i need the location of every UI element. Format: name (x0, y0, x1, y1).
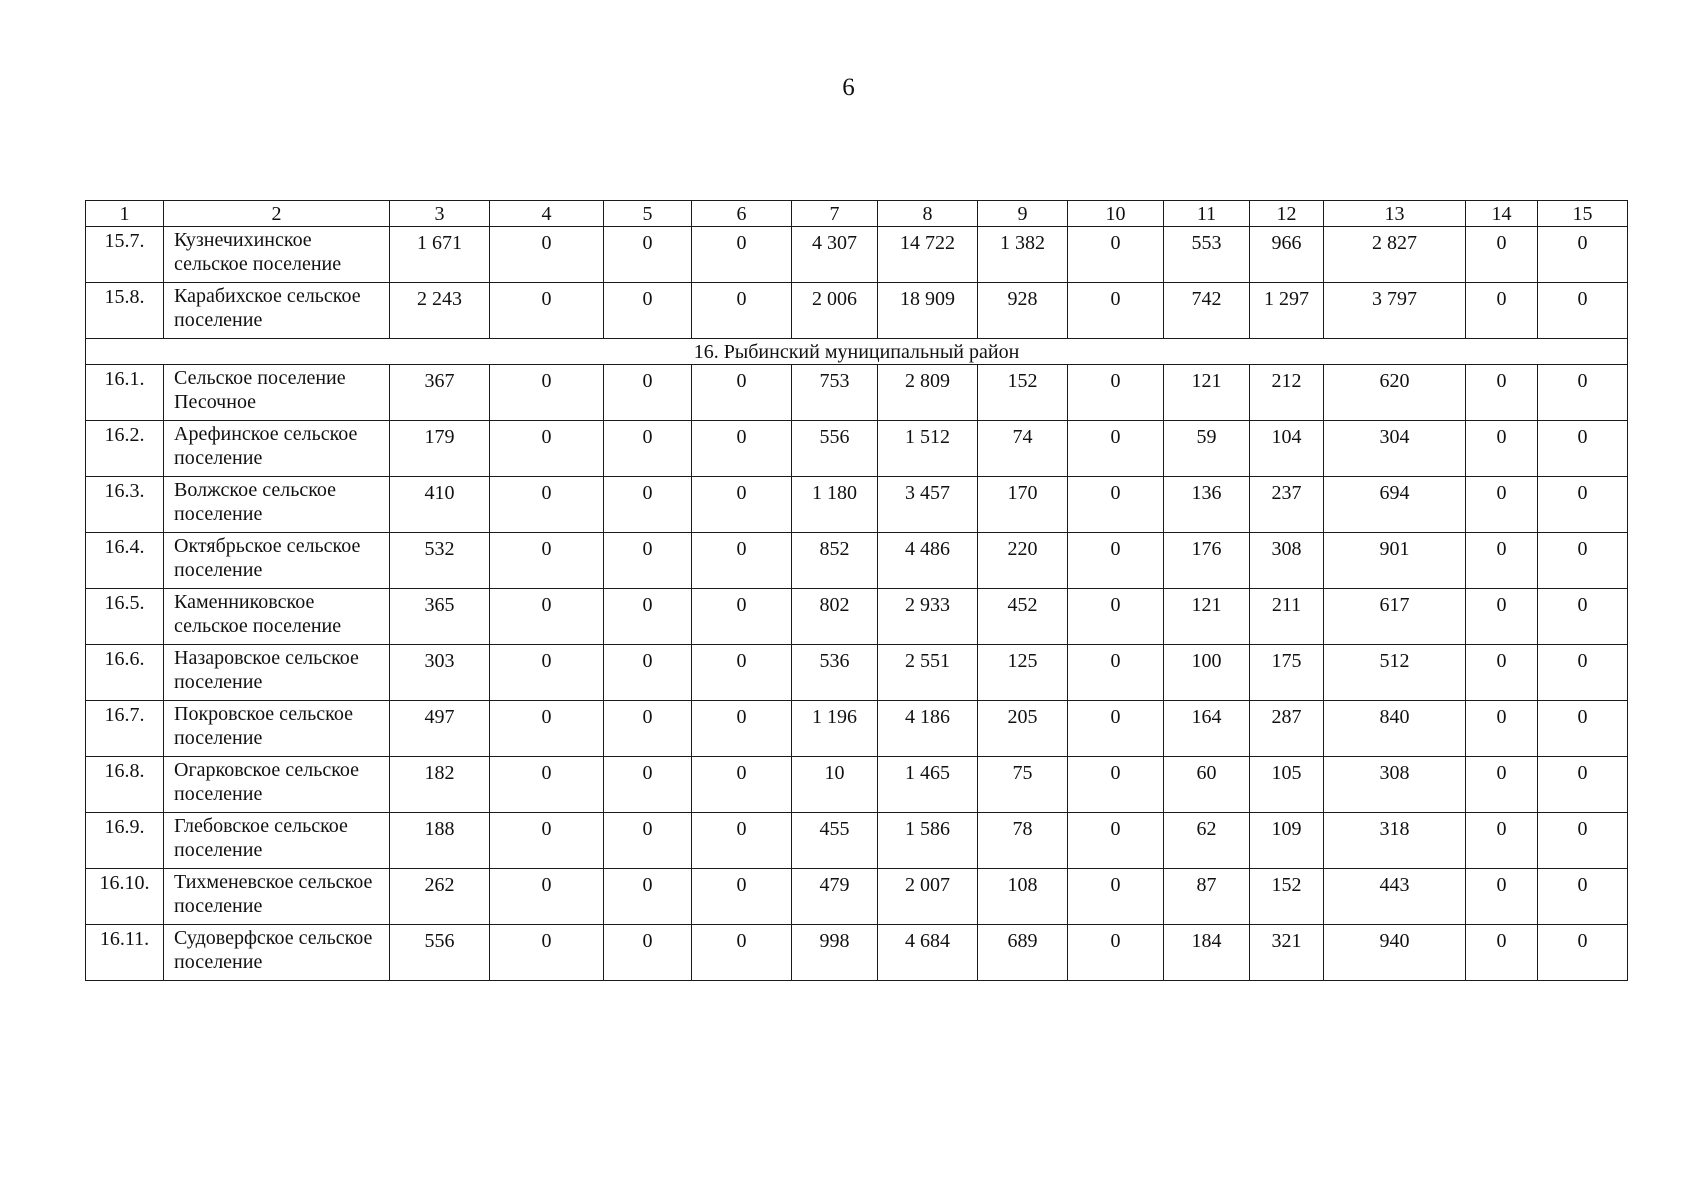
value-cell: 0 (1538, 283, 1628, 339)
table-row (86, 645, 1628, 701)
column-number-cell: 11 (1164, 201, 1250, 227)
value-cell: 0 (1068, 701, 1164, 757)
value-cell: 170 (978, 477, 1068, 533)
column-number-cell: 12 (1250, 201, 1324, 227)
value-cell: 0 (1538, 701, 1628, 757)
value-cell: 0 (1466, 589, 1538, 645)
row-number-cell: 16.1. (86, 365, 164, 421)
value-cell: 1 671 (390, 227, 490, 283)
value-cell: 0 (692, 227, 792, 283)
value-cell: 0 (692, 813, 792, 869)
value-cell: 0 (1466, 227, 1538, 283)
value-cell: 10 (792, 757, 878, 813)
value-cell: 512 (1324, 645, 1466, 701)
value-cell: 0 (1068, 227, 1164, 283)
row-number-cell: 16.4. (86, 533, 164, 589)
row-number-cell: 16.10. (86, 869, 164, 925)
column-number-cell: 6 (692, 201, 792, 227)
table-row (86, 813, 1628, 869)
value-cell: 0 (604, 365, 692, 421)
column-number-cell: 10 (1068, 201, 1164, 227)
value-cell: 0 (1466, 365, 1538, 421)
value-cell: 0 (1466, 421, 1538, 477)
value-cell: 0 (1068, 757, 1164, 813)
value-cell: 940 (1324, 925, 1466, 981)
value-cell: 318 (1324, 813, 1466, 869)
value-cell: 303 (390, 645, 490, 701)
column-number-cell: 13 (1324, 201, 1466, 227)
value-cell: 100 (1164, 645, 1250, 701)
value-cell: 0 (1466, 757, 1538, 813)
table-row (86, 869, 1628, 925)
value-cell: 0 (1068, 533, 1164, 589)
value-cell: 742 (1164, 283, 1250, 339)
value-cell: 0 (1466, 645, 1538, 701)
value-cell: 0 (692, 645, 792, 701)
section-row (86, 339, 1628, 365)
value-cell: 1 297 (1250, 283, 1324, 339)
value-cell: 121 (1164, 589, 1250, 645)
table-row (86, 925, 1628, 981)
value-cell: 532 (390, 533, 490, 589)
column-number-cell: 15 (1538, 201, 1628, 227)
settlement-name-cell: Покровское сельское поселение (164, 701, 390, 757)
value-cell: 497 (390, 701, 490, 757)
value-cell: 0 (490, 365, 604, 421)
value-cell: 3 797 (1324, 283, 1466, 339)
row-number-cell: 16.5. (86, 589, 164, 645)
value-cell: 14 722 (878, 227, 978, 283)
table-row (86, 421, 1628, 477)
value-cell: 0 (604, 925, 692, 981)
row-number-cell: 16.11. (86, 925, 164, 981)
value-cell: 0 (1538, 645, 1628, 701)
value-cell: 78 (978, 813, 1068, 869)
table-body (86, 201, 1628, 981)
value-cell: 0 (692, 283, 792, 339)
value-cell: 0 (604, 701, 692, 757)
row-number-cell: 16.8. (86, 757, 164, 813)
value-cell: 0 (1068, 869, 1164, 925)
value-cell: 18 909 (878, 283, 978, 339)
value-cell: 308 (1250, 533, 1324, 589)
value-cell: 0 (604, 227, 692, 283)
value-cell: 0 (692, 533, 792, 589)
value-cell: 0 (490, 813, 604, 869)
value-cell: 617 (1324, 589, 1466, 645)
value-cell: 0 (604, 757, 692, 813)
value-cell: 0 (490, 869, 604, 925)
value-cell: 1 512 (878, 421, 978, 477)
value-cell: 164 (1164, 701, 1250, 757)
value-cell: 0 (490, 925, 604, 981)
column-number-cell: 3 (390, 201, 490, 227)
settlement-name-cell: Назаровское сельское поселение (164, 645, 390, 701)
value-cell: 0 (490, 533, 604, 589)
value-cell: 553 (1164, 227, 1250, 283)
value-cell: 0 (1538, 757, 1628, 813)
value-cell: 1 382 (978, 227, 1068, 283)
settlement-name-cell: Сельское поселение Песочное (164, 365, 390, 421)
value-cell: 0 (1538, 421, 1628, 477)
settlement-name-cell: Судоверфское сельское поселение (164, 925, 390, 981)
section-title: 16. Рыбинский муниципальный район (86, 339, 1628, 365)
value-cell: 0 (1466, 477, 1538, 533)
value-cell: 2 809 (878, 365, 978, 421)
value-cell: 452 (978, 589, 1068, 645)
value-cell: 0 (1538, 869, 1628, 925)
row-number-cell: 15.7. (86, 227, 164, 283)
value-cell: 0 (604, 477, 692, 533)
value-cell: 0 (490, 421, 604, 477)
value-cell: 0 (1068, 925, 1164, 981)
value-cell: 2 006 (792, 283, 878, 339)
settlement-name-cell: Кузнечихинское сельское поселение (164, 227, 390, 283)
settlement-name-cell: Каменниковское сельское поселение (164, 589, 390, 645)
value-cell: 0 (604, 813, 692, 869)
value-cell: 0 (490, 645, 604, 701)
value-cell: 3 457 (878, 477, 978, 533)
column-number-cell: 2 (164, 201, 390, 227)
value-cell: 0 (692, 365, 792, 421)
value-cell: 0 (490, 227, 604, 283)
value-cell: 0 (604, 869, 692, 925)
value-cell: 0 (490, 589, 604, 645)
value-cell: 262 (390, 869, 490, 925)
value-cell: 0 (692, 589, 792, 645)
value-cell: 237 (1250, 477, 1324, 533)
value-cell: 60 (1164, 757, 1250, 813)
value-cell: 0 (1466, 813, 1538, 869)
value-cell: 105 (1250, 757, 1324, 813)
column-number-cell: 4 (490, 201, 604, 227)
row-number-cell: 16.3. (86, 477, 164, 533)
value-cell: 0 (1538, 533, 1628, 589)
value-cell: 0 (1466, 701, 1538, 757)
column-number-row (86, 201, 1628, 227)
value-cell: 4 684 (878, 925, 978, 981)
value-cell: 136 (1164, 477, 1250, 533)
value-cell: 182 (390, 757, 490, 813)
table-row (86, 533, 1628, 589)
value-cell: 62 (1164, 813, 1250, 869)
value-cell: 367 (390, 365, 490, 421)
settlement-name-cell: Тихменевское сельское поселение (164, 869, 390, 925)
value-cell: 455 (792, 813, 878, 869)
value-cell: 852 (792, 533, 878, 589)
value-cell: 109 (1250, 813, 1324, 869)
value-cell: 0 (1538, 227, 1628, 283)
value-cell: 1 465 (878, 757, 978, 813)
table-row (86, 227, 1628, 283)
value-cell: 0 (692, 925, 792, 981)
value-cell: 2 827 (1324, 227, 1466, 283)
value-cell: 840 (1324, 701, 1466, 757)
settlement-name-cell: Арефинское сельское поселение (164, 421, 390, 477)
value-cell: 0 (1068, 283, 1164, 339)
value-cell: 4 186 (878, 701, 978, 757)
page-number: 6 (842, 74, 855, 101)
value-cell: 0 (1538, 477, 1628, 533)
value-cell: 4 307 (792, 227, 878, 283)
value-cell: 152 (1250, 869, 1324, 925)
value-cell: 556 (792, 421, 878, 477)
value-cell: 694 (1324, 477, 1466, 533)
value-cell: 536 (792, 645, 878, 701)
value-cell: 410 (390, 477, 490, 533)
table-row (86, 283, 1628, 339)
value-cell: 0 (490, 757, 604, 813)
value-cell: 966 (1250, 227, 1324, 283)
settlement-name-cell: Глебовское сельское поселение (164, 813, 390, 869)
value-cell: 0 (604, 421, 692, 477)
value-cell: 0 (692, 421, 792, 477)
value-cell: 0 (1068, 645, 1164, 701)
table-row (86, 701, 1628, 757)
value-cell: 59 (1164, 421, 1250, 477)
value-cell: 205 (978, 701, 1068, 757)
value-cell: 0 (1538, 589, 1628, 645)
settlement-name-cell: Карабихское сельское поселение (164, 283, 390, 339)
value-cell: 304 (1324, 421, 1466, 477)
value-cell: 998 (792, 925, 878, 981)
column-number-cell: 8 (878, 201, 978, 227)
column-number-cell: 7 (792, 201, 878, 227)
table-row (86, 477, 1628, 533)
value-cell: 2 007 (878, 869, 978, 925)
value-cell: 901 (1324, 533, 1466, 589)
value-cell: 479 (792, 869, 878, 925)
value-cell: 184 (1164, 925, 1250, 981)
value-cell: 0 (1466, 533, 1538, 589)
value-cell: 0 (604, 283, 692, 339)
settlement-name-cell: Октябрьское сельское поселение (164, 533, 390, 589)
row-number-cell: 16.6. (86, 645, 164, 701)
value-cell: 4 486 (878, 533, 978, 589)
value-cell: 0 (1466, 925, 1538, 981)
value-cell: 0 (1466, 869, 1538, 925)
settlement-name-cell: Огарковское сельское поселение (164, 757, 390, 813)
value-cell: 1 196 (792, 701, 878, 757)
value-cell: 1 586 (878, 813, 978, 869)
value-cell: 802 (792, 589, 878, 645)
column-number-cell: 5 (604, 201, 692, 227)
value-cell: 74 (978, 421, 1068, 477)
value-cell: 928 (978, 283, 1068, 339)
value-cell: 176 (1164, 533, 1250, 589)
value-cell: 2 551 (878, 645, 978, 701)
value-cell: 87 (1164, 869, 1250, 925)
value-cell: 0 (1068, 365, 1164, 421)
value-cell: 753 (792, 365, 878, 421)
value-cell: 0 (490, 701, 604, 757)
value-cell: 2 243 (390, 283, 490, 339)
data-table (85, 200, 1628, 981)
column-number-cell: 9 (978, 201, 1068, 227)
value-cell: 1 180 (792, 477, 878, 533)
value-cell: 0 (692, 477, 792, 533)
value-cell: 0 (1538, 813, 1628, 869)
value-cell: 0 (1068, 421, 1164, 477)
value-cell: 0 (604, 533, 692, 589)
value-cell: 0 (692, 757, 792, 813)
value-cell: 0 (1538, 365, 1628, 421)
value-cell: 121 (1164, 365, 1250, 421)
value-cell: 556 (390, 925, 490, 981)
value-cell: 0 (1068, 589, 1164, 645)
value-cell: 365 (390, 589, 490, 645)
value-cell: 220 (978, 533, 1068, 589)
value-cell: 212 (1250, 365, 1324, 421)
column-number-cell: 14 (1466, 201, 1538, 227)
table-row (86, 757, 1628, 813)
value-cell: 104 (1250, 421, 1324, 477)
value-cell: 620 (1324, 365, 1466, 421)
value-cell: 0 (692, 701, 792, 757)
value-cell: 0 (490, 477, 604, 533)
value-cell: 108 (978, 869, 1068, 925)
value-cell: 0 (1068, 477, 1164, 533)
value-cell: 321 (1250, 925, 1324, 981)
row-number-cell: 16.7. (86, 701, 164, 757)
value-cell: 0 (490, 283, 604, 339)
value-cell: 0 (1466, 283, 1538, 339)
value-cell: 0 (604, 645, 692, 701)
value-cell: 175 (1250, 645, 1324, 701)
value-cell: 308 (1324, 757, 1466, 813)
value-cell: 2 933 (878, 589, 978, 645)
value-cell: 287 (1250, 701, 1324, 757)
table-row (86, 589, 1628, 645)
settlement-name-cell: Волжское сельское поселение (164, 477, 390, 533)
value-cell: 179 (390, 421, 490, 477)
value-cell: 0 (604, 589, 692, 645)
value-cell: 0 (692, 869, 792, 925)
value-cell: 0 (1538, 925, 1628, 981)
value-cell: 0 (1068, 813, 1164, 869)
value-cell: 152 (978, 365, 1068, 421)
value-cell: 75 (978, 757, 1068, 813)
value-cell: 689 (978, 925, 1068, 981)
column-number-cell: 1 (86, 201, 164, 227)
value-cell: 211 (1250, 589, 1324, 645)
table-row (86, 365, 1628, 421)
value-cell: 443 (1324, 869, 1466, 925)
value-cell: 188 (390, 813, 490, 869)
row-number-cell: 16.9. (86, 813, 164, 869)
row-number-cell: 15.8. (86, 283, 164, 339)
value-cell: 125 (978, 645, 1068, 701)
row-number-cell: 16.2. (86, 421, 164, 477)
